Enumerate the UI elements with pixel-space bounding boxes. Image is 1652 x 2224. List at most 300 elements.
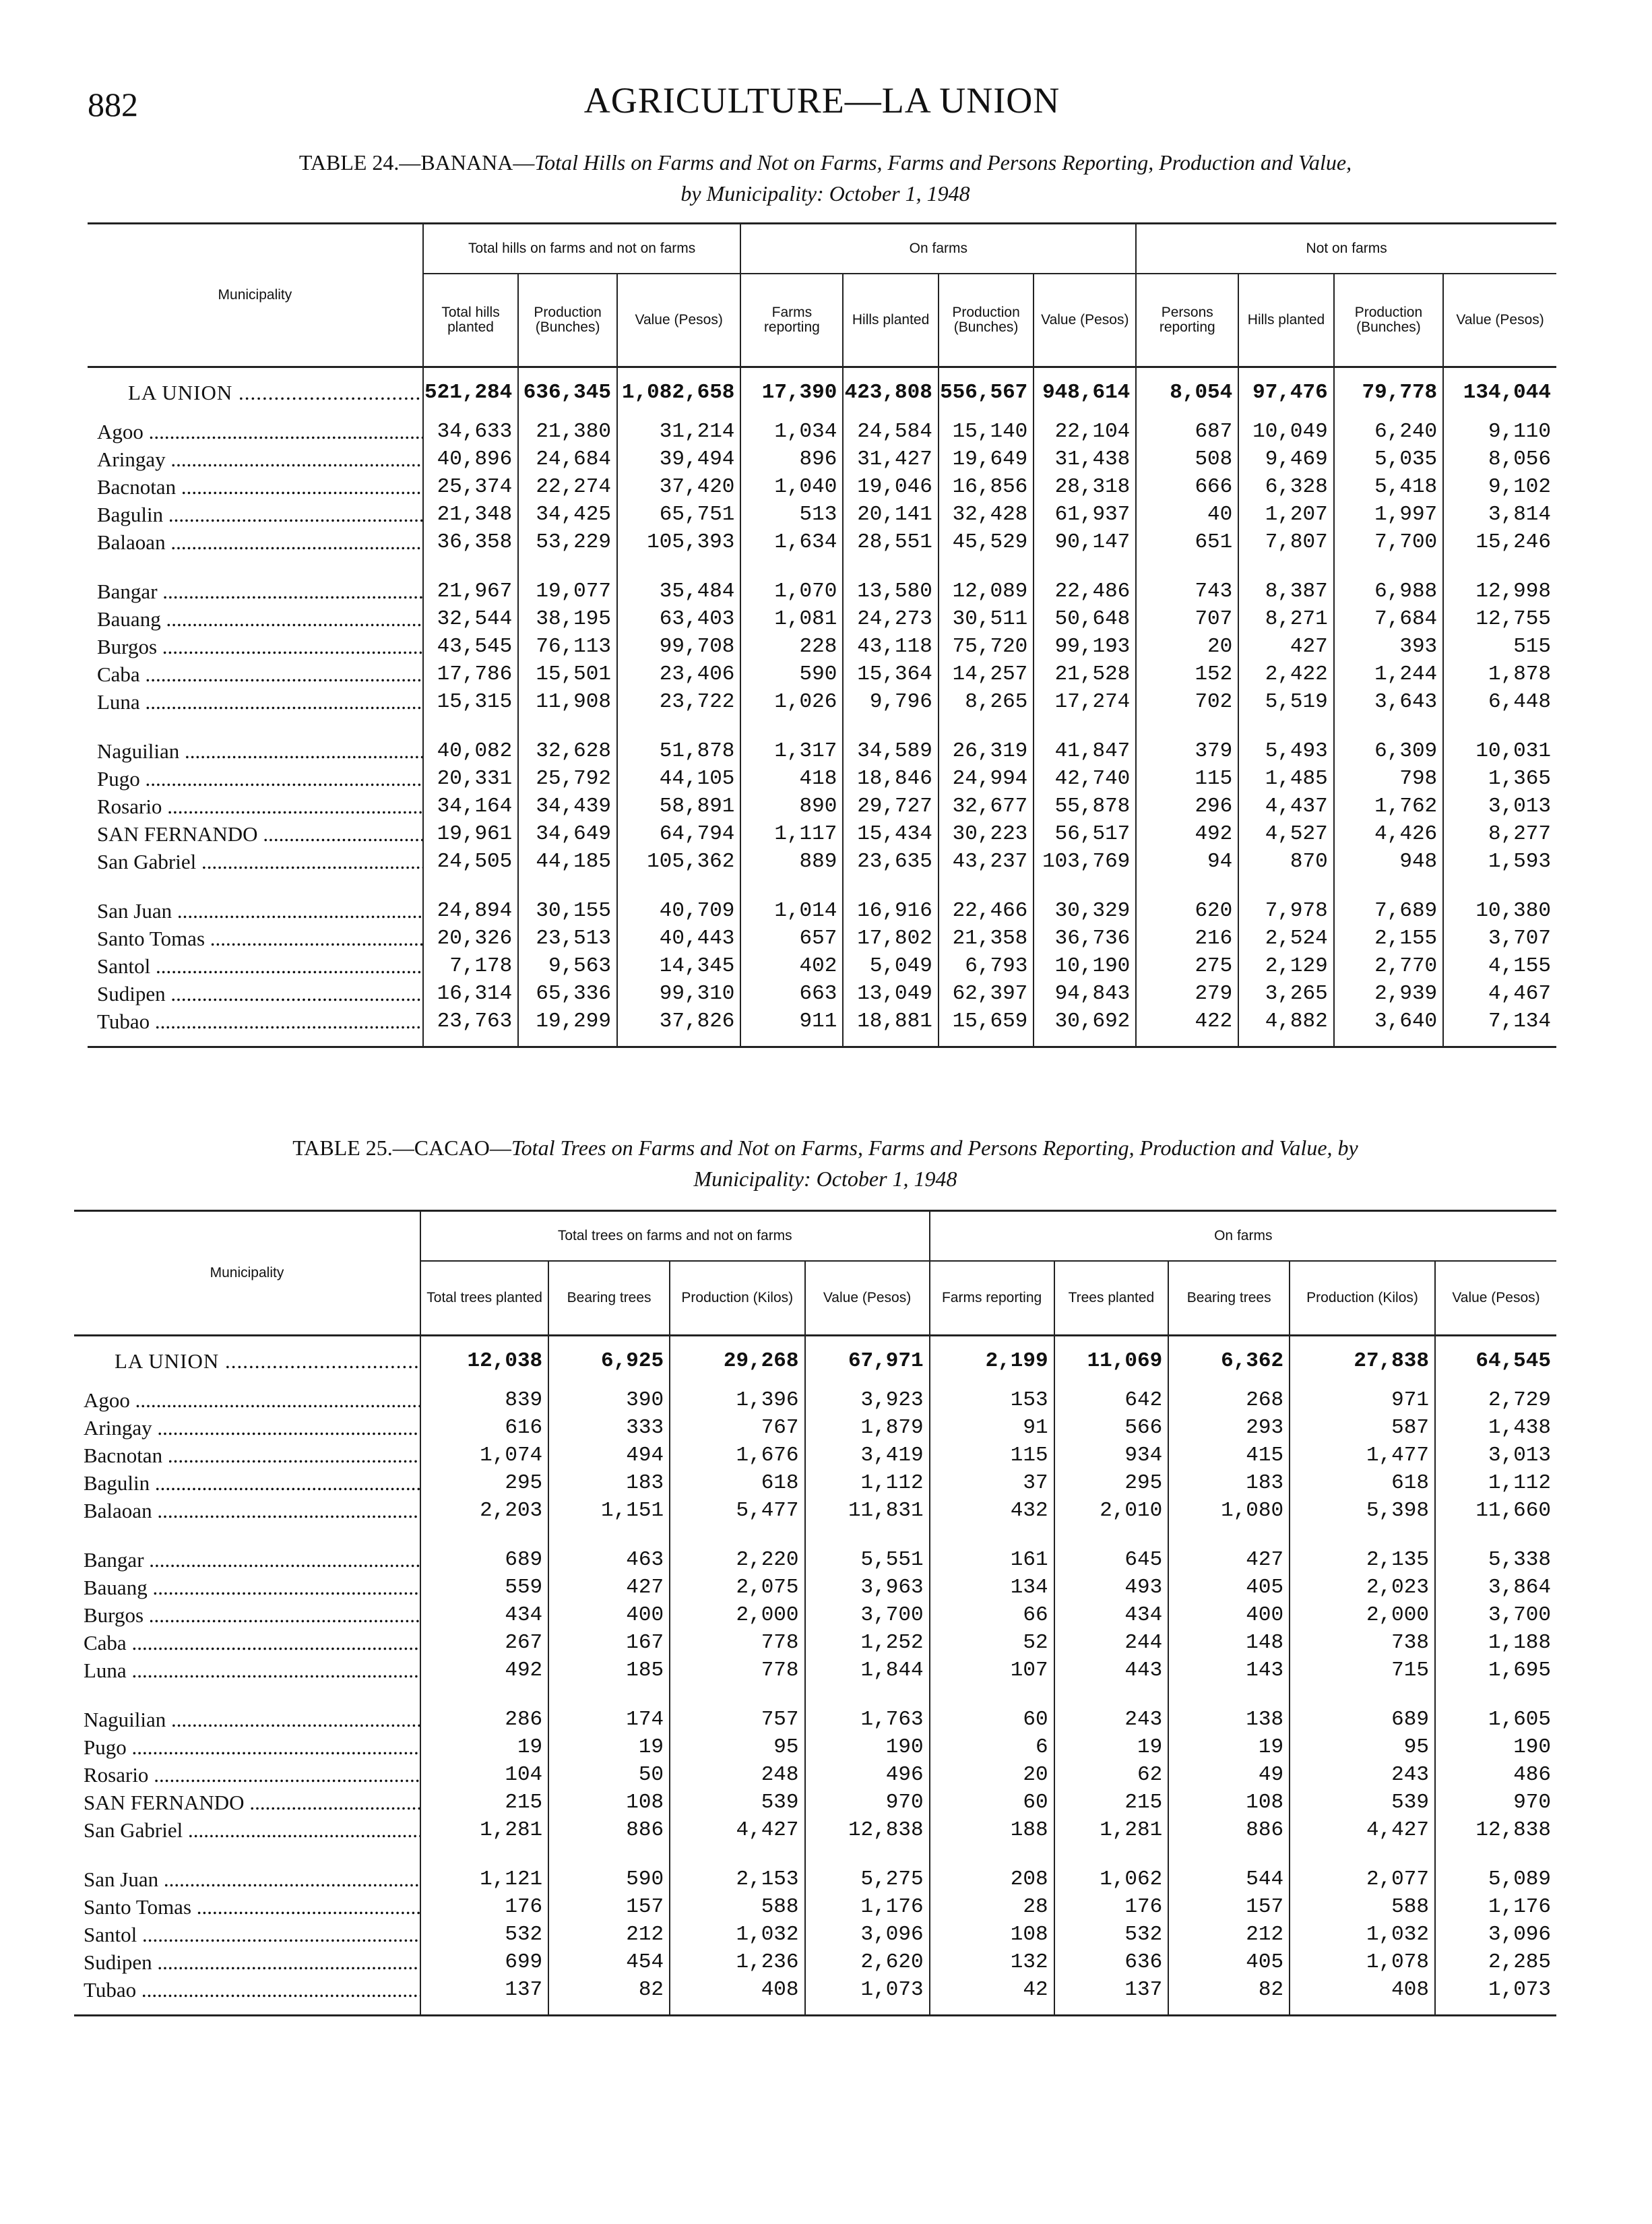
group-spacer (88, 875, 1556, 897)
cell-value: 5,275 (805, 1865, 930, 1893)
spacer-cell (1334, 875, 1443, 897)
group-spacer (88, 716, 1556, 737)
cell-value: 3,814 (1443, 501, 1556, 528)
cell-value: 423,808 (843, 367, 938, 418)
page-header (88, 80, 1556, 133)
municipality-name: Bangar ..... (74, 1546, 420, 1574)
cell-value: 10,049 (1238, 418, 1333, 445)
cell-value: 767 (670, 1414, 804, 1442)
cell-value: 95 (670, 1733, 804, 1761)
cell-value: 66 (930, 1601, 1054, 1629)
municipality-name: Aringay ..... (74, 1414, 420, 1442)
cell-value: 97,476 (1238, 367, 1333, 418)
spacer-cell (843, 716, 938, 737)
table-row (88, 1008, 1556, 1035)
cell-value: 22,274 (518, 473, 617, 501)
municipality-name: LA UNION ..... (74, 1335, 420, 1386)
cell-value: 34,164 (423, 793, 518, 820)
cell-value: 689 (1290, 1706, 1435, 1733)
table-25-crop: —CACAO— (392, 1136, 511, 1160)
municipality-name: SAN FERNANDO ..... (88, 820, 423, 848)
cell-value: 10,031 (1443, 737, 1556, 765)
cell-value: 1,081 (740, 605, 843, 633)
cell-value: 50,648 (1034, 605, 1136, 633)
table-row (74, 1706, 1556, 1733)
cell-value: 402 (740, 952, 843, 980)
header-col: Value (Pesos) (1443, 274, 1556, 367)
cell-value: 43,118 (843, 633, 938, 660)
municipality-name: Bacnotan ..... (74, 1442, 420, 1469)
cell-value: 275 (1136, 952, 1238, 980)
spacer-cell (1136, 875, 1238, 897)
spacer-cell (617, 556, 740, 578)
table-25-label: TABLE 25. (292, 1136, 393, 1160)
cell-value: 5,035 (1334, 445, 1443, 473)
header-group-total: Total trees on farms and not on farms (420, 1211, 930, 1262)
spacer-cell (1168, 2004, 1290, 2016)
cell-value: 16,916 (843, 897, 938, 925)
spacer-cell (423, 556, 518, 578)
table-row (88, 473, 1556, 501)
cell-value: 544 (1168, 1865, 1290, 1893)
cell-value: 2,129 (1238, 952, 1333, 980)
cell-value: 588 (1290, 1893, 1435, 1921)
municipality-name: Bagulin ..... (74, 1469, 420, 1497)
cell-value: 5,551 (805, 1546, 930, 1574)
cell-value: 1,878 (1443, 660, 1556, 688)
cell-value: 1,762 (1334, 793, 1443, 820)
cell-value: 427 (1238, 633, 1333, 660)
cell-value: 30,511 (939, 605, 1034, 633)
spacer-cell (1334, 1035, 1443, 1047)
cell-value: 32,544 (423, 605, 518, 633)
cell-value: 50 (548, 1761, 670, 1789)
municipality-name: SAN FERNANDO ..... (74, 1789, 420, 1816)
cell-value: 24,994 (939, 765, 1034, 793)
cell-value: 52 (930, 1629, 1054, 1657)
cell-value: 243 (1290, 1761, 1435, 1789)
cell-value: 11,660 (1435, 1497, 1556, 1524)
spacer-cell (805, 2004, 930, 2016)
cell-value: 12,838 (1435, 1816, 1556, 1844)
cell-value: 82 (1168, 1976, 1290, 2004)
table-row (74, 1761, 1556, 1789)
cell-value: 115 (930, 1442, 1054, 1469)
table-24-title (88, 147, 1563, 209)
cell-value: 31,438 (1034, 445, 1136, 473)
spacer-cell (423, 1035, 518, 1047)
cell-value: 19 (1168, 1733, 1290, 1761)
header-municipality: Municipality (74, 1211, 420, 1336)
cell-value: 3,096 (805, 1921, 930, 1948)
cell-value: 408 (670, 1976, 804, 2004)
cell-value: 2,422 (1238, 660, 1333, 688)
cell-value: 26,319 (939, 737, 1034, 765)
spacer-cell (1435, 1844, 1556, 1865)
cell-value: 132 (930, 1948, 1054, 1976)
cell-value: 2,010 (1054, 1497, 1169, 1524)
municipality-name: Agoo ..... (88, 418, 423, 445)
spacer-cell (740, 556, 843, 578)
cell-value: 94,843 (1034, 980, 1136, 1008)
cell-value: 2,199 (930, 1335, 1054, 1386)
cell-value: 104 (420, 1761, 548, 1789)
spacer-cell (1435, 1524, 1556, 1546)
cell-value: 7,684 (1334, 605, 1443, 633)
cell-value: 153 (930, 1386, 1054, 1414)
municipality-name: Luna ..... (74, 1657, 420, 1684)
spacer-cell (1168, 1524, 1290, 1546)
municipality-name: Pugo ..... (74, 1733, 420, 1761)
cell-value: 390 (548, 1386, 670, 1414)
cell-value: 99,310 (617, 980, 740, 1008)
table-row (88, 848, 1556, 875)
spacer-cell (1238, 716, 1333, 737)
cell-value: 19,961 (423, 820, 518, 848)
cell-value: 1,317 (740, 737, 843, 765)
spacer-cell (843, 556, 938, 578)
cell-value: 20 (1136, 633, 1238, 660)
table-24-label: TABLE 24. (298, 150, 400, 175)
table-row (74, 1601, 1556, 1629)
cell-value: 2,023 (1290, 1574, 1435, 1601)
cell-value: 21,358 (939, 925, 1034, 952)
spacer-cell (670, 1684, 804, 1706)
cell-value: 971 (1290, 1386, 1435, 1414)
spacer-cell (670, 2004, 804, 2016)
spacer-cell (1334, 556, 1443, 578)
cell-value: 56,517 (1034, 820, 1136, 848)
municipality-name: Sudipen ..... (88, 980, 423, 1008)
cell-value: 2,153 (670, 1865, 804, 1893)
cell-value: 15,364 (843, 660, 938, 688)
cell-value: 1,032 (670, 1921, 804, 1948)
cell-value: 35,484 (617, 578, 740, 605)
cell-value: 23,406 (617, 660, 740, 688)
cell-value: 1,032 (1290, 1921, 1435, 1948)
table-row (88, 820, 1556, 848)
municipality-name: Luna ..... (88, 688, 423, 716)
municipality-name: Burgos ..... (88, 633, 423, 660)
cell-value: 7,807 (1238, 528, 1333, 556)
spacer-cell (930, 1524, 1054, 1546)
spacer-cell (930, 1844, 1054, 1865)
cell-value: 105,393 (617, 528, 740, 556)
table-row (74, 1386, 1556, 1414)
cell-value: 134,044 (1443, 367, 1556, 418)
spacer-cell (617, 1035, 740, 1047)
cell-value: 715 (1290, 1657, 1435, 1684)
cell-value: 279 (1136, 980, 1238, 1008)
cell-value: 687 (1136, 418, 1238, 445)
cell-value: 743 (1136, 578, 1238, 605)
cell-value: 174 (548, 1706, 670, 1733)
cell-value: 215 (1054, 1789, 1169, 1816)
cell-value: 493 (1054, 1574, 1169, 1601)
cell-value: 6,988 (1334, 578, 1443, 605)
cell-value: 29,268 (670, 1335, 804, 1386)
municipality-name: San Gabriel ..... (88, 848, 423, 875)
cell-value: 1,151 (548, 1497, 670, 1524)
cell-value: 1,396 (670, 1386, 804, 1414)
cell-value: 400 (1168, 1601, 1290, 1629)
spacer-cell (930, 1684, 1054, 1706)
cell-value: 42 (930, 1976, 1054, 2004)
cell-value: 1,997 (1334, 501, 1443, 528)
table-row (88, 418, 1556, 445)
cell-value: 28 (930, 1893, 1054, 1921)
spacer-cell (548, 2004, 670, 2016)
cell-value: 2,135 (1290, 1546, 1435, 1574)
cell-value: 618 (1290, 1469, 1435, 1497)
spacer-cell (805, 1844, 930, 1865)
spacer-cell (1238, 875, 1333, 897)
spacer-cell (423, 875, 518, 897)
cell-value: 463 (548, 1546, 670, 1574)
table-row (74, 1497, 1556, 1524)
cell-value: 443 (1054, 1657, 1169, 1684)
cell-value: 1,236 (670, 1948, 804, 1976)
cell-value: 870 (1238, 848, 1333, 875)
cell-value: 1,676 (670, 1442, 804, 1469)
spacer-cell (1054, 1524, 1169, 1546)
cell-value: 889 (740, 848, 843, 875)
group-spacer (74, 1524, 1556, 1546)
spacer-cell (548, 1524, 670, 1546)
cell-value: 1,844 (805, 1657, 930, 1684)
cell-value: 4,426 (1334, 820, 1443, 848)
cell-value: 7,700 (1334, 528, 1443, 556)
cell-value: 778 (670, 1629, 804, 1657)
cell-value: 40,443 (617, 925, 740, 952)
municipality-name: San Gabriel ..... (74, 1816, 420, 1844)
cell-value: 12,998 (1443, 578, 1556, 605)
cell-value: 2,285 (1435, 1948, 1556, 1976)
cell-value: 1,034 (740, 418, 843, 445)
header-col: Production (Kilos) (1290, 1261, 1435, 1335)
cell-value: 1,281 (1054, 1816, 1169, 1844)
cell-value: 65,751 (617, 501, 740, 528)
cell-value: 415 (1168, 1442, 1290, 1469)
cell-value: 37,420 (617, 473, 740, 501)
cell-value: 486 (1435, 1761, 1556, 1789)
spacer-cell (1435, 1684, 1556, 1706)
spacer-cell (1136, 716, 1238, 737)
header-group-total: Total hills on farms and not on farms (423, 224, 741, 274)
cell-value: 8,277 (1443, 820, 1556, 848)
cell-value: 157 (1168, 1893, 1290, 1921)
cell-value: 43,237 (939, 848, 1034, 875)
cell-value: 702 (1136, 688, 1238, 716)
cell-value: 62 (1054, 1761, 1169, 1789)
spacer-cell (420, 1524, 548, 1546)
cell-value: 27,838 (1290, 1335, 1435, 1386)
cell-value: 970 (805, 1789, 930, 1816)
cell-value: 216 (1136, 925, 1238, 952)
cell-value: 7,978 (1238, 897, 1333, 925)
cell-value: 1,763 (805, 1706, 930, 1733)
cell-value: 934 (1054, 1442, 1169, 1469)
cell-value: 79,778 (1334, 367, 1443, 418)
header-group-on-farms: On farms (930, 1211, 1556, 1262)
cell-value: 5,338 (1435, 1546, 1556, 1574)
cell-value: 6,448 (1443, 688, 1556, 716)
municipality-name: Bagulin ..... (88, 501, 423, 528)
cell-value: 4,467 (1443, 980, 1556, 1008)
cell-value: 167 (548, 1629, 670, 1657)
cell-value: 7,178 (423, 952, 518, 980)
table-row (74, 1546, 1556, 1574)
cell-value: 4,437 (1238, 793, 1333, 820)
cell-value: 663 (740, 980, 843, 1008)
cell-value: 58,891 (617, 793, 740, 820)
cell-value: 393 (1334, 633, 1443, 660)
spacer-cell (1034, 875, 1136, 897)
cell-value: 15,315 (423, 688, 518, 716)
cell-value: 5,398 (1290, 1497, 1435, 1524)
cell-value: 94 (1136, 848, 1238, 875)
cell-value: 62,397 (939, 980, 1034, 1008)
cell-value: 20 (930, 1761, 1054, 1789)
cell-value: 1,438 (1435, 1414, 1556, 1442)
header-group-on-farms: On farms (740, 224, 1136, 274)
cell-value: 587 (1290, 1414, 1435, 1442)
spacer-cell (1168, 1844, 1290, 1865)
cell-value: 1,070 (740, 578, 843, 605)
cell-value: 19 (1054, 1733, 1169, 1761)
spacer-cell (88, 1035, 423, 1047)
cell-value: 3,707 (1443, 925, 1556, 952)
cell-value: 5,493 (1238, 737, 1333, 765)
cell-value: 636 (1054, 1948, 1169, 1976)
cell-value: 1,477 (1290, 1442, 1435, 1469)
municipality-name: Bacnotan ..... (88, 473, 423, 501)
cell-value: 190 (805, 1733, 930, 1761)
cell-value: 75,720 (939, 633, 1034, 660)
municipality-name: Santo Tomas ..... (88, 925, 423, 952)
spacer-cell (518, 875, 617, 897)
cell-value: 2,620 (805, 1948, 930, 1976)
municipality-name: Santo Tomas ..... (74, 1893, 420, 1921)
spacer-cell (1290, 2004, 1435, 2016)
spacer-cell (939, 1035, 1034, 1047)
spacer-cell (1168, 1684, 1290, 1706)
header-col: Total hills planted (423, 274, 518, 367)
cell-value: 10,190 (1034, 952, 1136, 980)
page-number: 882 (88, 86, 138, 123)
cell-value: 21,380 (518, 418, 617, 445)
cell-value: 30,223 (939, 820, 1034, 848)
cell-value: 2,939 (1334, 980, 1443, 1008)
cell-value: 37,826 (617, 1008, 740, 1035)
cell-value: 14,345 (617, 952, 740, 980)
table-row (74, 1469, 1556, 1497)
cell-value: 18,881 (843, 1008, 938, 1035)
spacer-cell (88, 556, 423, 578)
cell-value: 3,265 (1238, 980, 1333, 1008)
cell-value: 55,878 (1034, 793, 1136, 820)
spacer-cell (1435, 2004, 1556, 2016)
cell-value: 18,846 (843, 765, 938, 793)
spacer-cell (1034, 716, 1136, 737)
table-row (88, 925, 1556, 952)
cell-value: 23,513 (518, 925, 617, 952)
cell-value: 7,134 (1443, 1008, 1556, 1035)
header-col: Value (Pesos) (1034, 274, 1136, 367)
cell-value: 190 (1435, 1733, 1556, 1761)
cell-value: 427 (1168, 1546, 1290, 1574)
spacer-cell (939, 875, 1034, 897)
cell-value: 11,831 (805, 1497, 930, 1524)
table-row (74, 1629, 1556, 1657)
cell-value: 295 (420, 1469, 548, 1497)
cell-value: 34,649 (518, 820, 617, 848)
spacer-cell (1290, 1684, 1435, 1706)
cell-value: 12,038 (420, 1335, 548, 1386)
spacer-cell (617, 716, 740, 737)
cell-value: 1,176 (805, 1893, 930, 1921)
cell-value: 115 (1136, 765, 1238, 793)
cell-value: 30,692 (1034, 1008, 1136, 1035)
cell-value: 60 (930, 1789, 1054, 1816)
cell-value: 23,763 (423, 1008, 518, 1035)
municipality-name: Tubao ..... (74, 1976, 420, 2004)
cell-value: 2,524 (1238, 925, 1333, 952)
cell-value: 19 (420, 1733, 548, 1761)
cell-value: 157 (548, 1893, 670, 1921)
cell-value: 707 (1136, 605, 1238, 633)
cell-value: 20,331 (423, 765, 518, 793)
cell-value: 6 (930, 1733, 1054, 1761)
cell-value: 17,786 (423, 660, 518, 688)
cell-value: 22,466 (939, 897, 1034, 925)
cell-value: 30,155 (518, 897, 617, 925)
cell-value: 31,427 (843, 445, 938, 473)
spacer-cell (420, 1684, 548, 1706)
spacer-cell (1054, 1684, 1169, 1706)
cell-value: 432 (930, 1497, 1054, 1524)
cell-value: 3,643 (1334, 688, 1443, 716)
cell-value: 28,318 (1034, 473, 1136, 501)
cell-value: 244 (1054, 1629, 1169, 1657)
cell-value: 108 (930, 1921, 1054, 1948)
cell-value: 3,864 (1435, 1574, 1556, 1601)
cell-value: 651 (1136, 528, 1238, 556)
cell-value: 152 (1136, 660, 1238, 688)
cell-value: 616 (420, 1414, 548, 1442)
municipality-name: San Juan ..... (88, 897, 423, 925)
cell-value: 148 (1168, 1629, 1290, 1657)
cell-value: 427 (548, 1574, 670, 1601)
cell-value: 8,265 (939, 688, 1034, 716)
cell-value: 8,387 (1238, 578, 1333, 605)
total-row (74, 1335, 1556, 1386)
cell-value: 19 (548, 1733, 670, 1761)
spacer-cell (843, 1035, 938, 1047)
cell-value: 539 (670, 1789, 804, 1816)
spacer-cell (1034, 556, 1136, 578)
cell-value: 107 (930, 1657, 1054, 1684)
cell-value: 34,425 (518, 501, 617, 528)
cell-value: 618 (670, 1469, 804, 1497)
table-row (88, 605, 1556, 633)
cell-value: 2,155 (1334, 925, 1443, 952)
cell-value: 40,896 (423, 445, 518, 473)
table-row (74, 1657, 1556, 1684)
cell-value: 36,736 (1034, 925, 1136, 952)
cell-value: 23,722 (617, 688, 740, 716)
cell-value: 90,147 (1034, 528, 1136, 556)
